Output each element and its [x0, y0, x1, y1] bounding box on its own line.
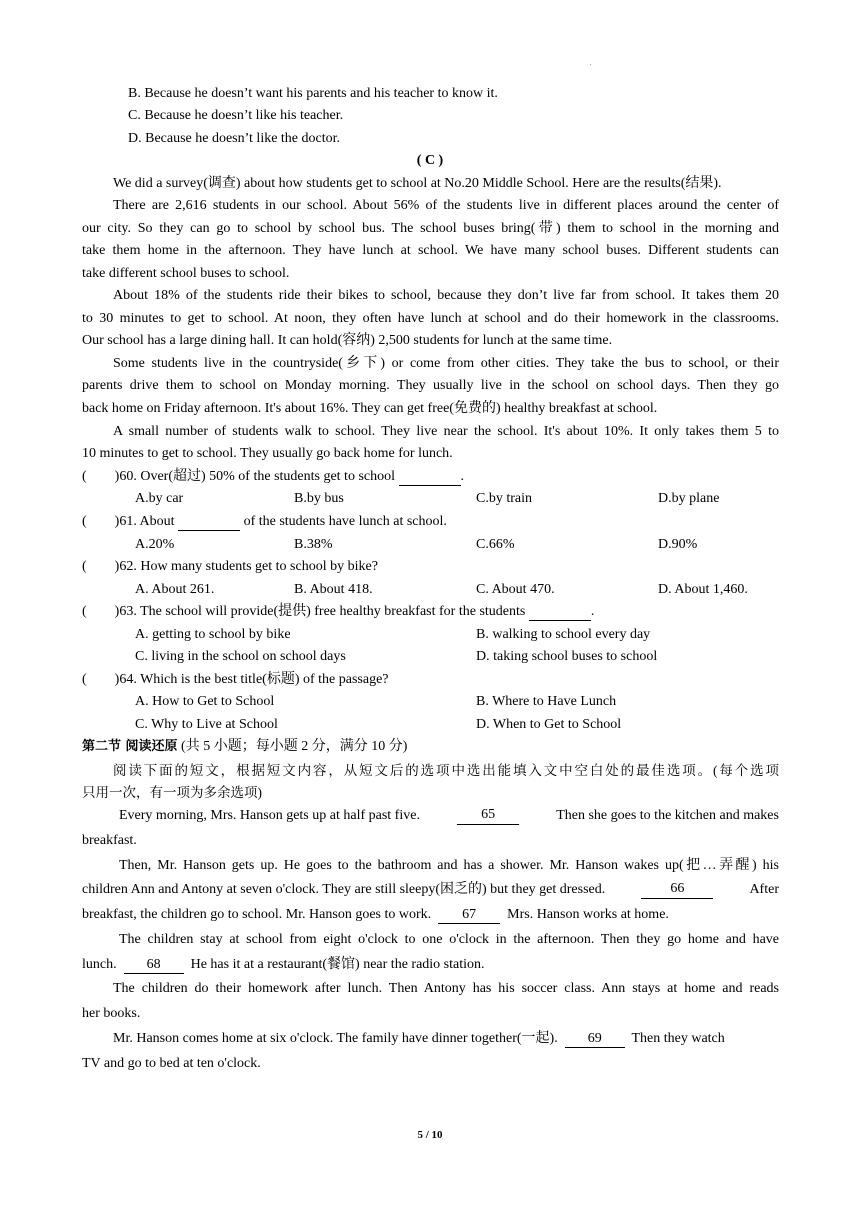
- passage-c-p4-line: parents drive them to school on Monday morning. They usually live in the school on school days. Then they go: [82, 378, 779, 393]
- passage-c-p2-line: take them home in the afternoon. They have lunch at school. We have many school buses. Different students can: [82, 243, 779, 258]
- blank-68[interactable]: 68: [124, 957, 184, 974]
- passage-2-p1-line: breakfast.: [82, 833, 137, 848]
- passage-2-text: lunch.: [82, 957, 117, 972]
- prev-option-d: D. Because he doesn’t like the doctor.: [128, 131, 341, 146]
- section-2-instruction-line: 只用一次，有一项为多余选项): [82, 785, 262, 800]
- q61-option-b[interactable]: B.38%: [294, 537, 333, 552]
- section-2-header: [82, 738, 407, 756]
- answer-paren[interactable]: ( ): [82, 559, 120, 574]
- q60-stem: 60. Over(超过) 50% of the students get to school: [119, 469, 396, 484]
- answer-paren[interactable]: ( ): [82, 469, 120, 484]
- passage-c-p3-line: About 18% of the students ride their bikes to school, because they don’t live far from school. It takes them 20: [113, 288, 779, 303]
- q61-option-d[interactable]: D.90%: [658, 537, 698, 552]
- question-60: [82, 468, 464, 486]
- question-64: [82, 671, 389, 689]
- q63-option-a[interactable]: A. getting to school by bike: [135, 627, 291, 642]
- answer-paren[interactable]: ( ): [82, 672, 120, 687]
- passage-2-text: breakfast, the children go to school. Mr. Hanson goes to work.: [82, 907, 432, 922]
- page-number: 5 / 10: [417, 1129, 443, 1141]
- passage-c-p2-line: our city. So they can go to school by school bus. The school buses bring(带) them to school in the morning and: [82, 221, 779, 236]
- passage-2-text: children Ann and Antony at seven o'clock. They are still sleepy(困乏的) but they get dressed.: [82, 882, 606, 897]
- passage-c-p3-line: to 30 minutes to get to school. At noon, they often have lunch at school and do their homework in the classrooms.: [82, 311, 779, 326]
- passage-2-text: Then she goes to the kitchen and makes: [556, 808, 779, 823]
- q63-option-b[interactable]: B. walking to school every day: [476, 627, 651, 642]
- passage-2-text: Mrs. Hanson works at home.: [507, 907, 669, 922]
- q60-option-c[interactable]: C.by train: [476, 491, 532, 506]
- passage-2-text: Mr. Hanson comes home at six o'clock. The family have dinner together(一起).: [113, 1031, 558, 1046]
- passage-2-text: After: [749, 882, 779, 897]
- q61-option-a[interactable]: A.20%: [135, 537, 175, 552]
- question-63: [82, 603, 594, 621]
- passage-2-text: He has it at a restaurant(餐馆) near the radio station.: [190, 957, 485, 972]
- blank-67[interactable]: 67: [438, 907, 500, 924]
- q60-option-d[interactable]: D.by plane: [658, 491, 720, 506]
- passage-2-p3-line: The children stay at school from eight o'clock to one o'clock in the afternoon. Then they go home and have: [119, 932, 779, 947]
- q60-option-b[interactable]: B.by bus: [294, 491, 344, 506]
- passage-2-p5-line: TV and go to bed at ten o'clock.: [82, 1056, 261, 1071]
- prev-option-b: B. Because he doesn’t want his parents and his teacher to know it.: [128, 86, 498, 101]
- passage-c-p4-line: Some students live in the countryside(乡下) or come from other cities. They take the bus to school, or their: [113, 356, 779, 371]
- q64-option-d[interactable]: D. When to Get to School: [476, 717, 622, 732]
- blank-65[interactable]: 65: [457, 807, 519, 825]
- blank-66[interactable]: 66: [641, 881, 713, 899]
- q64-option-b[interactable]: B. Where to Have Lunch: [476, 694, 617, 709]
- q60-option-a[interactable]: A.by car: [135, 491, 184, 506]
- q63-blank: [529, 604, 591, 621]
- prev-option-c: C. Because he doesn’t like his teacher.: [128, 108, 344, 123]
- question-62: [82, 558, 378, 576]
- q63-option-d[interactable]: D. taking school buses to school: [476, 649, 658, 664]
- section-2-meta: (共 5 小题；每小题 2 分，满分 10 分): [181, 739, 408, 754]
- passage-c-p2-line: There are 2,616 students in our school. About 56% of the students live in different places around the center of: [113, 198, 779, 213]
- passage-c-p1: We did a survey(调查) about how students get to school at No.20 Middle School. Here are the results(结果).: [113, 176, 722, 191]
- passage-2-text: Then they watch: [631, 1031, 725, 1046]
- passage-c-p2-line: take different school buses to school.: [82, 266, 290, 281]
- q63-stem-end: .: [590, 604, 595, 619]
- section-c-heading: ( C ): [416, 153, 444, 168]
- q64-option-c[interactable]: C. Why to Live at School: [135, 717, 278, 732]
- q64-option-a[interactable]: A. How to Get to School: [135, 694, 275, 709]
- passage-2-p2-line: Then, Mr. Hanson gets up. He goes to the bathroom and has a shower. Mr. Hanson wakes up(把…弄醒) his: [119, 858, 779, 873]
- passage-2-text: Every morning, Mrs. Hanson gets up at half past five.: [119, 808, 420, 823]
- passage-c-p4-line: back home on Friday afternoon. It's about 16%. They can get free(免费的) healthy breakfast at school.: [82, 401, 658, 416]
- q61-blank: [178, 514, 240, 531]
- q60-stem-end: .: [460, 469, 465, 484]
- section-2-instruction-line: 阅读下面的短文，根据短文内容，从短文后的选项中选出能填入文中空白处的最佳选项。(每个选项: [113, 763, 779, 778]
- passage-2-p2-line: [82, 906, 669, 924]
- q62-stem: 62. How many students get to school by bike?: [119, 559, 378, 574]
- passage-c-p5-line: 10 minutes to get to school. They usually go back home for lunch.: [82, 446, 453, 461]
- q62-option-d[interactable]: D. About 1,460.: [658, 582, 748, 597]
- q62-option-a[interactable]: A. About 261.: [135, 582, 215, 597]
- q61-stem-end: of the students have lunch at school.: [243, 514, 447, 529]
- passage-c-p5-line: A small number of students walk to school. They live near the school. It's about 10%. It only takes them 5 to: [113, 424, 779, 439]
- q60-blank: [399, 469, 461, 486]
- q62-option-b[interactable]: B. About 418.: [294, 582, 373, 597]
- passage-2-p4-line: The children do their homework after lunch. Then Antony has his soccer class. Ann stays at home and reads: [113, 981, 779, 996]
- q62-option-c[interactable]: C. About 470.: [476, 582, 555, 597]
- q64-stem: 64. Which is the best title(标题) of the passage?: [119, 672, 389, 687]
- passage-2-p1-line: [119, 807, 779, 825]
- passage-2-p5-line: [113, 1030, 725, 1048]
- answer-paren[interactable]: ( ): [82, 604, 120, 619]
- q61-option-c[interactable]: C.66%: [476, 537, 515, 552]
- header-mark: .: [590, 61, 592, 67]
- question-61: [82, 513, 447, 531]
- q61-stem: 61. About: [119, 514, 175, 529]
- passage-2-p3-line: [82, 956, 485, 974]
- section-2-title: 第二节 阅读还原: [82, 739, 178, 754]
- answer-paren[interactable]: ( ): [82, 514, 120, 529]
- q63-option-c[interactable]: C. living in the school on school days: [135, 649, 346, 664]
- passage-c-p3-line: Our school has a large dining hall. It can hold(容纳) 2,500 students for lunch at the same time.: [82, 333, 613, 348]
- passage-2-p4-line: her books.: [82, 1006, 141, 1021]
- passage-2-p2-line: [82, 881, 779, 899]
- blank-69[interactable]: 69: [565, 1031, 625, 1048]
- q63-stem: 63. The school will provide(提供) free healthy breakfast for the students: [119, 604, 526, 619]
